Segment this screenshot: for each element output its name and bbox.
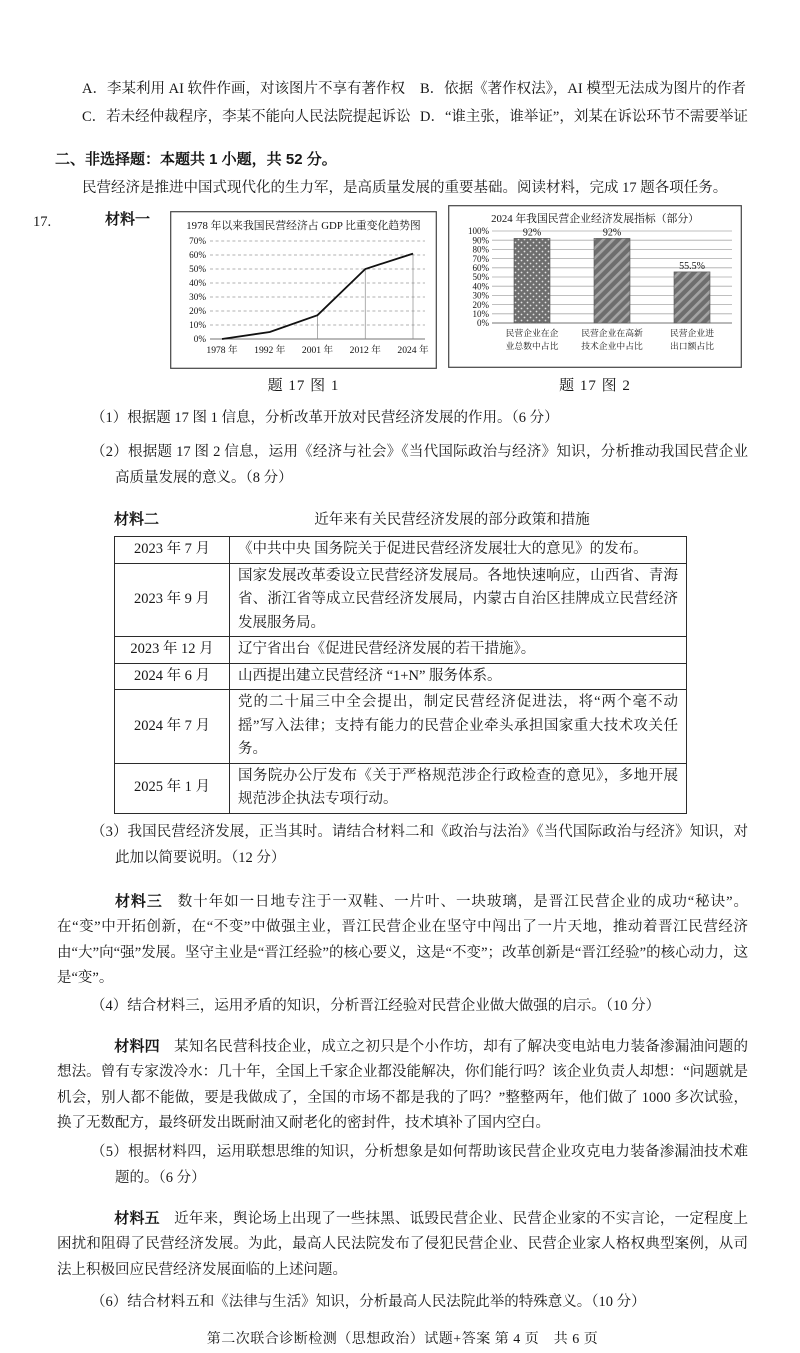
figure2-caption: 题 17 图 2 bbox=[559, 378, 631, 394]
section-header: 二、非选择题：本题共 1 小题，共 52 分。 bbox=[55, 151, 337, 168]
svg-text:技术企业中占比: 技术企业中占比 bbox=[581, 341, 643, 351]
svg-text:50%: 50% bbox=[189, 264, 206, 275]
material-four-text: 某知名民营科技企业，成立之初只是个小作坊，却有了解决变电站电力装备渗漏油问题的想法。曾有专家泼冷水：几十年，全国上千家企业都没能解决，你们能行吗？该企业负责人却想：“问题就是机会，别人都不能做，要是我做成了，全国的市场不都是我的了吗？”整整两年，他们做了 1000 多次试验，换了无数配方，最终研发出既耐油又耐老化的密封件，技术填补了国内空白。 bbox=[57, 1038, 748, 1131]
svg-text:40%: 40% bbox=[189, 278, 206, 289]
policy-date-cell: 2023 年 12 月 bbox=[115, 637, 230, 664]
svg-text:民营企业在企: 民营企业在企 bbox=[505, 328, 559, 338]
policy-text-cell: 山西提出建立民营经济 “1+N” 服务体系。 bbox=[230, 663, 687, 690]
svg-text:1978 年: 1978 年 bbox=[206, 345, 238, 356]
policy-table-body bbox=[115, 537, 687, 814]
policy-date-cell: 2025 年 1 月 bbox=[115, 763, 230, 813]
table-row bbox=[115, 563, 687, 637]
material-two-heading bbox=[57, 507, 748, 533]
svg-text:出口额占比: 出口额占比 bbox=[670, 341, 714, 351]
svg-text:92%: 92% bbox=[602, 227, 622, 239]
svg-text:10%: 10% bbox=[472, 309, 489, 319]
material-four-paragraph bbox=[57, 1034, 748, 1137]
material-five-label: 材料五 bbox=[114, 1209, 160, 1227]
option-d: D．“谁主张，谁举证”，刘某在诉讼环节不需要举证 bbox=[420, 109, 748, 125]
material-three-label: 材料三 bbox=[114, 892, 163, 910]
material-three-paragraph bbox=[57, 889, 748, 992]
private-enterprise-bar-chart bbox=[448, 205, 742, 368]
svg-text:20%: 20% bbox=[189, 306, 206, 317]
gdp-trend-line-chart bbox=[170, 211, 437, 369]
option-c: C．若未经仲裁程序，李某不能向人民法院提起诉讼 bbox=[82, 109, 411, 125]
svg-text:2012 年: 2012 年 bbox=[349, 345, 381, 356]
material-four-label: 材料四 bbox=[114, 1037, 160, 1055]
material-three-text: 数十年如一日地专注于一双鞋、一片叶、一块玻璃，是晋江民营企业的成功“秘诀”。在“变”中开拓创新，在“不变”中做强主业，晋江民营企业在坚守中闯出了一片天地，推动着晋江民营经济由“大”向“强”发展。坚守主业是“晋江经验”的核心要义，这是“不变”；改革创新是“晋江经验”的核心动力，这是“变”。 bbox=[57, 893, 748, 986]
svg-text:1992 年: 1992 年 bbox=[254, 345, 286, 356]
table-row bbox=[115, 637, 687, 664]
svg-text:50%: 50% bbox=[472, 272, 489, 283]
material-two-title: 近年来有关民营经济发展的部分政策和措施 bbox=[314, 512, 590, 528]
question-2: （2）根据题 17 图 2 信息，运用《经济与社会》《当代国际政治与经济》知识，分析推动我国民营企业高质量发展的意义。（8 分） bbox=[91, 444, 748, 486]
question-number: 17. bbox=[33, 214, 52, 230]
section-intro: 民营经济是推进中国式现代化的生力军，是高质量发展的重要基础。阅读材料，完成 17 题各项任务。 bbox=[82, 180, 728, 196]
policy-date-cell: 2023 年 9 月 bbox=[115, 563, 230, 637]
policy-date-cell: 2023 年 7 月 bbox=[115, 537, 230, 564]
question-5: （5）根据材料四，运用联想思维的知识，分析想象是如何帮助该民营企业攻克电力装备渗漏油技术难题的。（6 分） bbox=[91, 1143, 748, 1186]
svg-text:40%: 40% bbox=[472, 281, 489, 292]
svg-text:70%: 70% bbox=[189, 236, 206, 247]
svg-text:民营企业在高新: 民营企业在高新 bbox=[581, 328, 643, 338]
svg-text:55.5%: 55.5% bbox=[679, 260, 705, 272]
policy-text-cell: 党的二十届三中全会提出，制定民营经济促进法，将“两个毫不动摇”写入法律；支持有能力的民营企业牵头承担国家重大技术攻关任务。 bbox=[230, 690, 687, 764]
question-3: （3）我国民营经济发展，正当其时。请结合材料二和《政治与法治》《当代国际政治与经济》知识，对此加以简要说明。（12 分） bbox=[91, 823, 748, 866]
table-row bbox=[115, 690, 687, 764]
svg-text:10%: 10% bbox=[189, 320, 206, 331]
option-b: B．依据《著作权法》，AI 模型无法成为图片的作者 bbox=[420, 81, 746, 97]
svg-text:2001 年: 2001 年 bbox=[301, 345, 334, 356]
svg-text:80%: 80% bbox=[472, 244, 489, 255]
page-footer: 第二次联合诊断检测（思想政治）试题+答案 第 4 页 共 6 页 bbox=[206, 1332, 599, 1347]
question-4: （4）结合材料三，运用矛盾的知识，分析晋江经验对民营企业做大做强的启示。（10 分） bbox=[91, 997, 661, 1014]
svg-text:业总数中占比: 业总数中占比 bbox=[505, 341, 559, 351]
material-five-paragraph bbox=[57, 1206, 748, 1284]
svg-text:30%: 30% bbox=[472, 290, 489, 301]
svg-text:30%: 30% bbox=[189, 292, 206, 303]
policy-table bbox=[114, 536, 687, 814]
question-6: （6）结合材料五和《法律与生活》知识，分析最高人民法院此举的特殊意义。（10 分） bbox=[91, 1294, 646, 1310]
material-one-block bbox=[33, 207, 748, 403]
question-1: （1）根据题 17 图 1 信息，分析改革开放对民营经济发展的作用。（6 分） bbox=[91, 410, 559, 426]
svg-text:90%: 90% bbox=[472, 235, 489, 246]
table-row bbox=[115, 537, 687, 564]
svg-text:60%: 60% bbox=[189, 250, 206, 261]
svg-text:2024 年: 2024 年 bbox=[397, 345, 429, 356]
svg-text:民营企业进: 民营企业进 bbox=[670, 328, 714, 338]
svg-text:100%: 100% bbox=[468, 226, 489, 237]
option-a: A．李某利用 AI 软件作画，对该图片不享有著作权 bbox=[82, 81, 406, 97]
material-one-label: 材料一 bbox=[105, 211, 151, 228]
policy-text-cell: 辽宁省出台《促进民营经济发展的若干措施》。 bbox=[230, 637, 687, 664]
material-two-label: 材料二 bbox=[114, 511, 160, 528]
table-row bbox=[115, 663, 687, 690]
svg-text:0%: 0% bbox=[193, 334, 206, 345]
svg-text:0%: 0% bbox=[477, 318, 489, 329]
table-row bbox=[115, 763, 687, 813]
policy-date-cell: 2024 年 6 月 bbox=[115, 663, 230, 690]
svg-text:2024 年我国民营企业经济发展指标（部分）: 2024 年我国民营企业经济发展指标（部分） bbox=[491, 213, 699, 225]
svg-text:60%: 60% bbox=[472, 263, 489, 273]
policy-date-cell: 2024 年 7 月 bbox=[115, 690, 230, 764]
choice-options bbox=[82, 75, 748, 131]
material-five-text: 近年来，舆论场上出现了一些抹黑、诋毁民营企业、民营企业家的不实言论，一定程度上困扰和阻碍了民营经济发展。为此，最高人民法院发布了侵犯民营企业、民营企业家人格权典型案例，从司法上积极回应民营经济发展面临的上述问题。 bbox=[57, 1210, 748, 1278]
svg-text:92%: 92% bbox=[522, 227, 542, 239]
policy-text-cell: 《中共中央 国务院关于促进民营经济发展壮大的意见》的发布。 bbox=[230, 537, 687, 564]
policy-text-cell: 国务院办公厅发布《关于严格规范涉企行政检查的意见》，多地开展规范涉企执法专项行动。 bbox=[230, 763, 687, 813]
policy-text-cell: 国家发展改革委设立民营经济发展局。各地快速响应，山西省、青海省、浙江省等成立民营经济发展局，内蒙古自治区挂牌成立民营经济发展服务局。 bbox=[230, 563, 687, 637]
svg-text:20%: 20% bbox=[472, 299, 489, 310]
figure1-caption: 题 17 图 1 bbox=[267, 378, 340, 394]
svg-text:70%: 70% bbox=[472, 253, 489, 264]
svg-text:1978 年以来我国民营经济占 GDP 比重变化趋势图: 1978 年以来我国民营经济占 GDP 比重变化趋势图 bbox=[186, 220, 421, 232]
